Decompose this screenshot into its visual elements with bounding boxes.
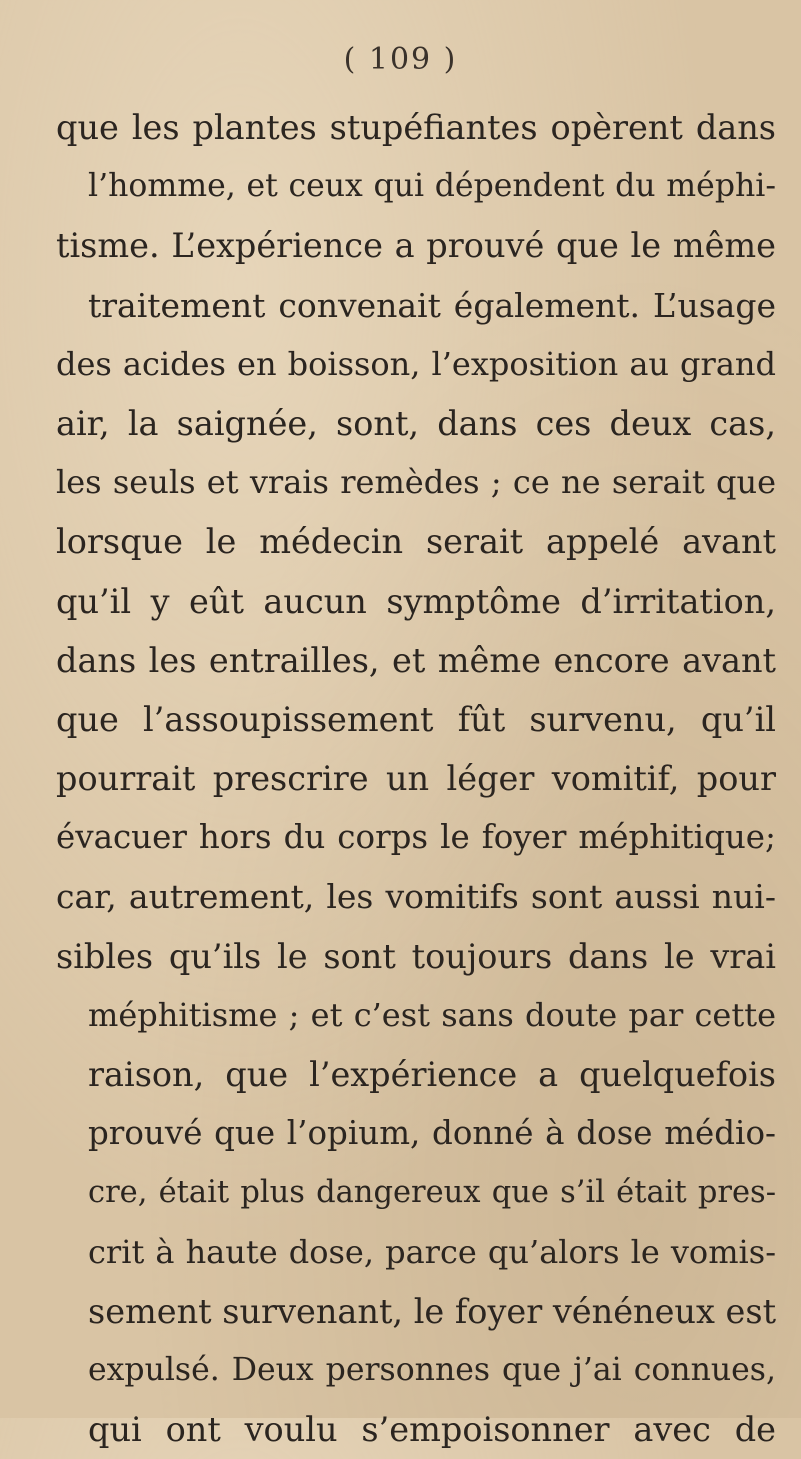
- text-line-12: pourrait prescrire un léger vomitif, pour: [56, 759, 776, 799]
- page-number: ( 109 ): [343, 42, 458, 77]
- text-line-19: cre, était plus dangereux que s’il était pres-: [88, 1175, 776, 1211]
- text-line-3: tisme. L’expérience a prouvé que le même: [56, 226, 776, 266]
- body-text: [56, 98, 776, 1459]
- text-line-5: des acides en boisson, l’exposition au grand: [56, 344, 776, 383]
- text-line-7: les seuls et vrais remèdes ; ce ne serait que: [56, 463, 776, 502]
- text-line-14: car, autrement, les vomitifs sont aussi nui-: [56, 877, 776, 917]
- text-line-10: dans les entrailles, et même encore avant: [56, 640, 776, 680]
- text-line-4: traitement convenait également. L’usage: [88, 285, 776, 325]
- text-line-1: que les plantes stupéfiantes opèrent dans: [56, 108, 776, 147]
- text-line-6: air, la saignée, sont, dans ces deux cas,: [56, 403, 776, 443]
- text-line-2: l’homme, et ceux qui dépendent du méphi-: [88, 168, 776, 205]
- text-line-11: que l’assoupissement fût survenu, qu’il: [56, 699, 776, 739]
- text-line-23: qui ont voulu s’empoisonner avec de: [88, 1410, 776, 1450]
- text-line-20: crit à haute dose, parce qu’alors le vomis-: [88, 1232, 776, 1271]
- text-line-18: prouvé que l’opium, donné à dose médio-: [88, 1114, 776, 1153]
- text-line-9: qu’il y eût aucun symptôme d’irritation,: [56, 581, 776, 621]
- text-line-15: sibles qu’ils le sont toujours dans le vrai: [56, 936, 776, 976]
- text-line-13: évacuer hors du corps le foyer méphitique;: [56, 818, 776, 857]
- text-line-8: lorsque le médecin serait appelé avant: [56, 522, 776, 562]
- text-line-16: méphitisme ; et c’est sans doute par cette: [88, 995, 776, 1034]
- text-line-22: expulsé. Deux personnes que j’ai connues,: [88, 1351, 776, 1388]
- text-line-21: sement survenant, le foyer vénéneux est: [88, 1291, 776, 1331]
- text-line-17: raison, que l’expérience a quelquefois: [88, 1055, 776, 1094]
